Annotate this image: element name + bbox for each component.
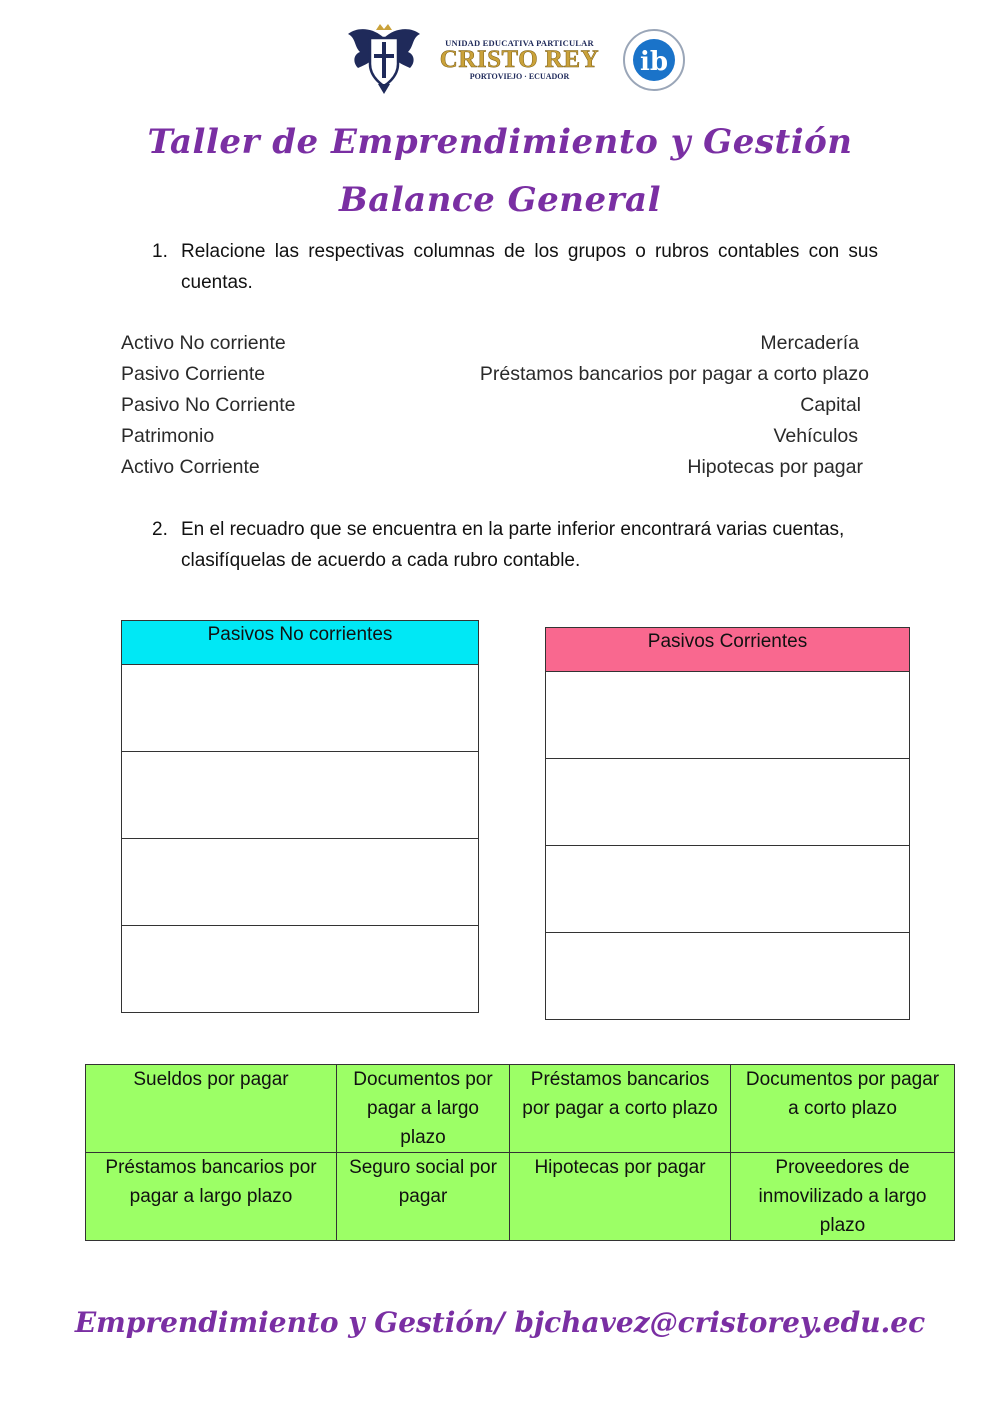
current-liabilities-table (545, 627, 910, 1020)
account-label[interactable]: Préstamos bancarios por pagar a corto plazo (479, 363, 869, 385)
word-bank-item[interactable]: Sueldos por pagar (86, 1065, 337, 1153)
account-label[interactable]: Hipotecas por pagar (687, 456, 863, 478)
matching-row (121, 328, 871, 359)
word-bank-item[interactable]: Documentos por pagar a largo plazo (337, 1065, 510, 1153)
group-label[interactable]: Patrimonio (121, 425, 215, 447)
word-bank-item[interactable]: Préstamos bancarios por pagar a largo plazo (86, 1153, 337, 1241)
table-header: Pasivos Corrientes (546, 628, 910, 672)
header-logos (346, 24, 696, 96)
school-crest-icon (346, 24, 422, 94)
ib-logo-icon (618, 26, 692, 92)
drop-cell[interactable] (546, 846, 910, 933)
account-label[interactable]: Vehículos (773, 425, 858, 447)
group-label[interactable]: Pasivo No Corriente (121, 394, 296, 416)
worksheet-title: Taller de Emprendimiento y Gestión (147, 122, 853, 162)
account-label[interactable]: Mercadería (760, 332, 859, 354)
ib-letters: ib (639, 47, 669, 77)
matching-row (121, 359, 871, 390)
drop-cell[interactable] (122, 665, 479, 752)
instruction-text: Relacione las respectivas columnas de los grupos o rubros contables con sus cuentas. (181, 241, 878, 293)
non-current-liabilities-table (121, 620, 479, 1013)
school-name: CRISTO REY (439, 46, 600, 73)
drop-cell[interactable] (546, 933, 910, 1020)
instruction-2 (152, 514, 878, 576)
word-bank-item[interactable]: Proveedores de inmovilizado a largo plazo (731, 1153, 955, 1241)
word-bank (85, 1064, 955, 1241)
instruction-number: 2. (152, 519, 168, 540)
account-label[interactable]: Capital (800, 394, 861, 416)
word-bank-item[interactable]: Documentos por pagar a corto plazo (731, 1065, 955, 1153)
word-bank-item[interactable]: Hipotecas por pagar (510, 1153, 731, 1241)
drop-cell[interactable] (122, 926, 479, 1013)
group-label[interactable]: Activo Corriente (121, 456, 260, 478)
drop-cell[interactable] (122, 752, 479, 839)
drop-cell[interactable] (546, 672, 910, 759)
worksheet-subtitle: Balance General (339, 180, 661, 220)
school-name-block (432, 38, 607, 81)
matching-row (121, 452, 871, 483)
instruction-1 (152, 236, 878, 298)
drop-cell[interactable] (122, 839, 479, 926)
table-header: Pasivos No corrientes (122, 621, 479, 665)
word-bank-item[interactable]: Préstamos bancarios por pagar a corto plazo (510, 1065, 731, 1153)
school-city: PORTOVIEJO · ECUADOR (469, 72, 570, 81)
drop-cell[interactable] (546, 759, 910, 846)
instruction-text: En el recuadro que se encuentra en la parte inferior encontrará varias cuentas, clasifíquelas de acuerdo a cada rubro contable. (181, 519, 845, 571)
matching-row (121, 390, 871, 421)
school-subtitle: UNIDAD EDUCATIVA PARTICULAR (445, 38, 594, 48)
group-label[interactable]: Activo No corriente (121, 332, 286, 354)
footer-contact: Emprendimiento y Gestión/ bjchavez@cristorey.edu.ec (74, 1306, 926, 1339)
instruction-number: 1. (152, 241, 168, 262)
group-label[interactable]: Pasivo Corriente (121, 363, 266, 385)
word-bank-item[interactable]: Seguro social por pagar (337, 1153, 510, 1241)
matching-exercise (121, 328, 871, 483)
matching-row (121, 421, 871, 452)
